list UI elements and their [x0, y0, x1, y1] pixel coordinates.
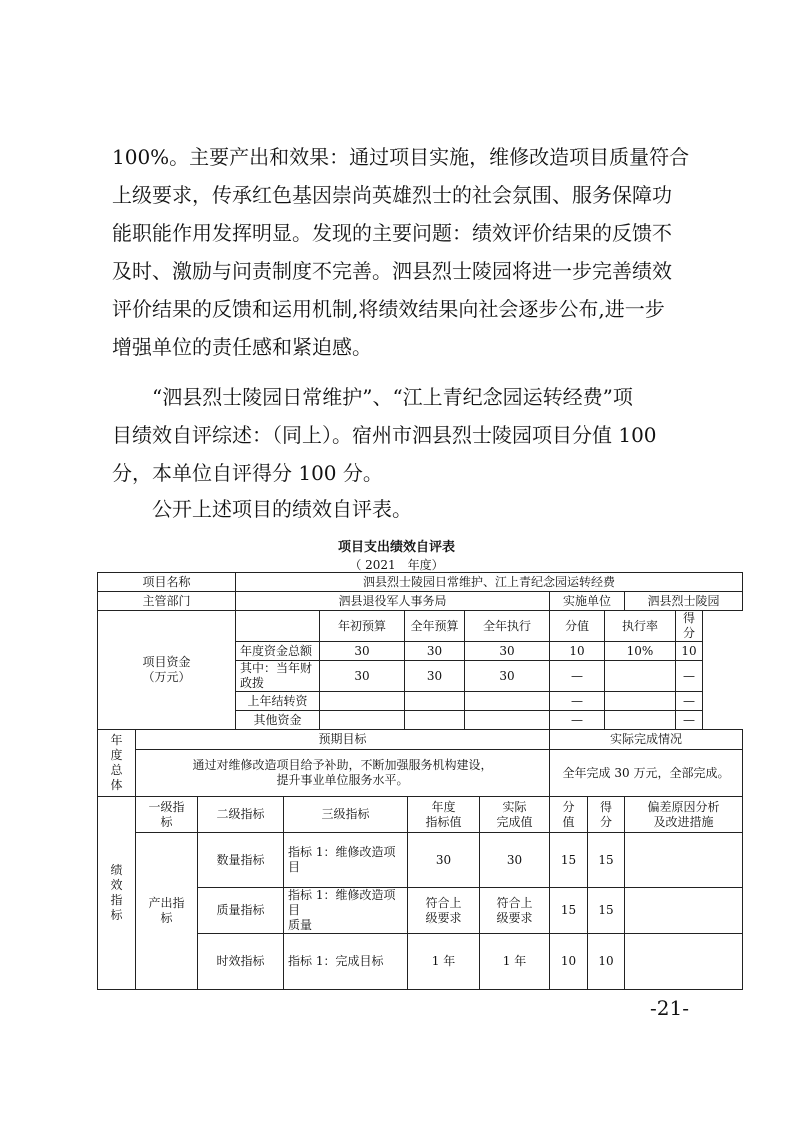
label-char: 总	[110, 763, 123, 777]
funds-label-line: 项目资金	[142, 655, 191, 669]
level2-header: 二级指标	[198, 797, 284, 833]
funds-cell: 30	[405, 661, 465, 692]
actual-value-cell	[480, 888, 550, 934]
funds-row-label: 其中：当年财政拨	[236, 661, 320, 692]
funds-cell: 30	[320, 661, 405, 692]
funds-cell	[405, 711, 465, 730]
goal-text-line: 通过对维修改造项目给予补助，不断加强服务机构建设，	[192, 758, 493, 772]
funds-cell: 30	[405, 642, 465, 661]
table-row	[98, 592, 743, 611]
text-line: 及时、激励与问责制度不完善。泗县烈士陵园将进一步完善绩效	[112, 259, 672, 283]
cell-line: 级要求	[496, 910, 533, 925]
funds-cell: —	[676, 661, 703, 692]
label-char: 效	[110, 878, 123, 892]
goal-text-line: 提升事业单位服务水平。	[276, 773, 409, 787]
table-row	[98, 730, 743, 750]
text-line: 公开上述项目的绩效自评表。	[152, 497, 412, 521]
label-char: 年	[110, 733, 123, 747]
deviation-cell	[625, 833, 743, 888]
level3-cell: 指标 1：完成目标	[284, 934, 408, 990]
output-indicator-label	[136, 833, 198, 990]
impl-label: 实施单位	[550, 592, 625, 611]
funds-cell: 10	[550, 642, 605, 661]
label-line: 标	[160, 911, 173, 925]
funds-label	[98, 611, 236, 730]
cell-line: 级要求	[425, 910, 462, 925]
level3-header: 三级指标	[284, 797, 408, 833]
funds-cell: —	[550, 692, 605, 711]
label-char: 标	[110, 908, 123, 922]
text-line: 增强单位的责任感和紧迫感。	[112, 335, 372, 359]
score-cell: 15	[588, 833, 625, 888]
table-row	[98, 573, 743, 592]
actual-header: 实际完成情况	[550, 730, 743, 750]
funds-cell: 10	[676, 642, 703, 661]
deviation-header	[625, 797, 743, 833]
funds-row-label: 其他资金	[236, 711, 320, 730]
funds-cell	[465, 692, 550, 711]
score-cell: 10	[588, 934, 625, 990]
evaluation-table	[97, 572, 743, 990]
summary-paragraph-2	[112, 378, 700, 492]
funds-label-line: （万元）	[142, 670, 191, 684]
label-char: 绩	[110, 863, 123, 877]
text-line: 目绩效自评综述：（同上）。宿州市泗县烈士陵园项目分值 100	[112, 423, 657, 447]
funds-cell	[465, 711, 550, 730]
header-line: 完成值	[496, 814, 533, 829]
funds-cell	[320, 692, 405, 711]
header-line: 年度	[431, 799, 456, 814]
annual-overall-label	[98, 730, 136, 797]
header-line: 实际	[502, 799, 527, 814]
cell-line: 指标 1：维修改造项目	[288, 888, 396, 917]
header-line: 得	[599, 799, 612, 814]
label-line: 产出指	[148, 896, 185, 910]
header-line: 标	[160, 814, 173, 829]
page-number: -21-	[650, 996, 689, 1020]
score-value-cell: 15	[550, 833, 588, 888]
score-value-header	[550, 797, 588, 833]
funds-cell: —	[676, 711, 703, 730]
table-title: 项目支出绩效自评表	[337, 540, 455, 555]
project-name-value: 泗县烈士陵园日常维护、江上青纪念园运转经费	[236, 573, 743, 592]
level2-cell: 数量指标	[198, 833, 284, 888]
score-header	[588, 797, 625, 833]
funds-cell: —	[550, 711, 605, 730]
funds-cell	[605, 661, 676, 692]
cell-line: 符合上	[496, 895, 533, 910]
header-line: 及改进措施	[653, 814, 714, 829]
funds-header: 分值	[550, 611, 605, 642]
table-year: （ 2021 年度）	[349, 558, 444, 572]
header-line: 指标值	[425, 814, 462, 829]
cell-line: 质量	[288, 918, 313, 932]
funds-cell: 10%	[605, 642, 676, 661]
text-line: 上级要求，传承红色基因崇尚英雄烈士的社会氛围、服务保障功	[112, 183, 672, 207]
funds-cell: —	[676, 692, 703, 711]
actual-value-cell: 30	[480, 833, 550, 888]
text-line: 分，本单位自评得分 100 分。	[112, 461, 383, 485]
score-cell: 15	[588, 888, 625, 934]
level1-header	[136, 797, 198, 833]
funds-cell	[320, 711, 405, 730]
project-name-label: 项目名称	[98, 573, 236, 592]
header-line: 一级指	[148, 799, 185, 814]
annual-value-cell: 30	[408, 833, 480, 888]
table-row	[98, 611, 743, 642]
table-row	[98, 750, 743, 797]
funds-header: 全年预算	[405, 611, 465, 642]
label-char: 体	[110, 778, 123, 792]
level2-cell: 质量指标	[198, 888, 284, 934]
funds-header: 执行率	[605, 611, 676, 642]
summary-paragraph-1	[112, 138, 700, 366]
goal-header: 预期目标	[136, 730, 550, 750]
level3-cell	[284, 833, 408, 888]
label-char: 指	[110, 893, 123, 907]
level3-cell	[284, 888, 408, 934]
text-line: 100%。主要产出和效果：通过项目实施，维修改造项目质量符合	[112, 145, 690, 169]
impl-value: 泗县烈士陵园	[625, 592, 743, 611]
actual-value-header	[480, 797, 550, 833]
deviation-cell	[625, 888, 743, 934]
funds-header: 年初预算	[320, 611, 405, 642]
score-value-cell: 10	[550, 934, 588, 990]
cell-line: 符合上	[425, 895, 462, 910]
funds-cell: 30	[465, 642, 550, 661]
annual-value-cell	[408, 888, 480, 934]
deviation-cell	[625, 934, 743, 990]
annual-value-header	[408, 797, 480, 833]
funds-cell: —	[550, 661, 605, 692]
score-value-cell: 15	[550, 888, 588, 934]
header-line: 偏差原因分析	[647, 799, 720, 814]
summary-paragraph-3	[112, 490, 700, 528]
funds-header: 全年执行	[465, 611, 550, 642]
table-row	[98, 833, 743, 888]
header-line: 值	[562, 814, 575, 829]
actual-text: 全年完成 30 万元，全部完成。	[550, 750, 743, 797]
text-line: 能职能作用发挥明显。发现的主要问题：绩效评价结果的反馈不	[112, 221, 672, 245]
funds-row-label: 年度资金总额	[236, 642, 320, 661]
funds-header: 得分	[676, 611, 703, 642]
header-line: 分	[599, 814, 612, 829]
funds-cell	[605, 692, 676, 711]
cell-line: 指标 1：维修改造项目	[288, 845, 396, 874]
dept-value: 泗县退役军人事务局	[236, 592, 550, 611]
funds-cell	[405, 692, 465, 711]
goal-text	[136, 750, 550, 797]
funds-cell: 30	[320, 642, 405, 661]
level2-cell: 时效指标	[198, 934, 284, 990]
funds-row-label: 上年结转资	[236, 692, 320, 711]
label-char: 度	[110, 748, 123, 762]
dept-label: 主管部门	[98, 592, 236, 611]
text-line: 评价结果的反馈和运用机制,将绩效结果向社会逐步公布,进一步	[112, 297, 665, 321]
performance-label	[98, 797, 136, 990]
annual-value-cell: 1 年	[408, 934, 480, 990]
header-line: 分	[562, 799, 575, 814]
text-line: “泗县烈士陵园日常维护”、“江上青纪念园运转经费”项	[152, 385, 633, 409]
actual-value-cell: 1 年	[480, 934, 550, 990]
funds-cell: 30	[465, 661, 550, 692]
table-row	[98, 797, 743, 833]
funds-cell	[605, 711, 676, 730]
